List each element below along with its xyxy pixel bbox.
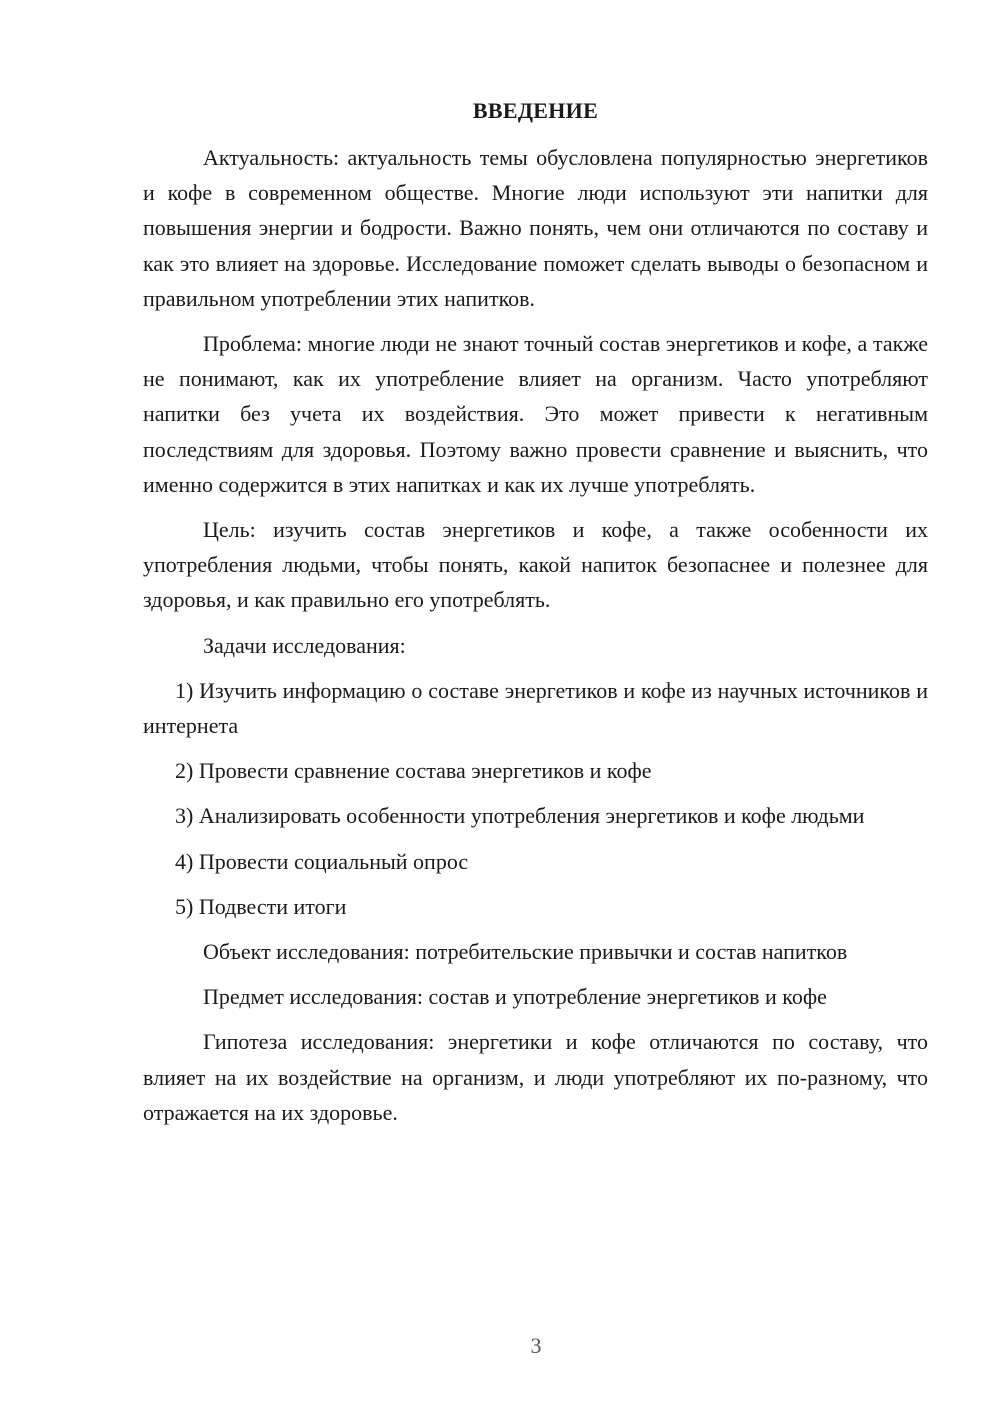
object-paragraph: Объект исследования: потребительские привычки и состав напитков xyxy=(203,939,848,965)
task-item-1: 1) Изучить информацию о составе энергетиков и кофе из научных источников и интернета xyxy=(143,677,928,739)
page-content xyxy=(143,92,928,1140)
task-item-3: 3) Анализировать особенности употребления энергетиков и кофе людьми xyxy=(175,803,865,829)
relevance-paragraph: Актуальность: актуальность темы обусловлена популярностью энергетиков и кофе в современном обществе. Многие люди используют эти напитки для повышения энергии и бодрости. Важно понять, чем они отличаются по составу и как это влияет на здоровье. Исследование поможет сделать выводы о безопасном и правильном употреблении этих напитков. xyxy=(143,145,928,311)
task-item-4: 4) Провести социальный опрос xyxy=(175,848,469,874)
hypothesis-paragraph: Гипотеза исследования: энергетики и кофе отличаются по составу, что влияет на их воздействие на организм, и люди употребляют их по-разному, что отражается на их здоровье. xyxy=(143,1029,928,1125)
task-item-5: 5) Подвести итоги xyxy=(175,893,347,919)
task-item-2: 2) Провести сравнение состава энергетиков и кофе xyxy=(175,758,652,784)
goal-paragraph: Цель: изучить состав энергетиков и кофе, а также особенности их употребления людьми, чтобы понять, какой напиток безопаснее и полезнее для здоровья, и как правильно его употреблять. xyxy=(143,517,928,613)
subject-paragraph: Предмет исследования: состав и употребление энергетиков и кофе xyxy=(203,984,827,1010)
section-title: ВВЕДЕНИЕ xyxy=(472,98,599,123)
page-number: 3 xyxy=(530,1333,542,1358)
tasks-heading: Задачи исследования: xyxy=(203,632,406,658)
problem-paragraph: Проблема: многие люди не знают точный состав энергетиков и кофе, а также не понимают, как их употребление влияет на организм. Часто употребляют напитки без учета их воздействия. Это может привести к негативным последствиям для здоровья. Поэтому важно провести сравнение и выяснить, что именно содержится в этих напитках и как их лучше употреблять. xyxy=(143,331,928,497)
